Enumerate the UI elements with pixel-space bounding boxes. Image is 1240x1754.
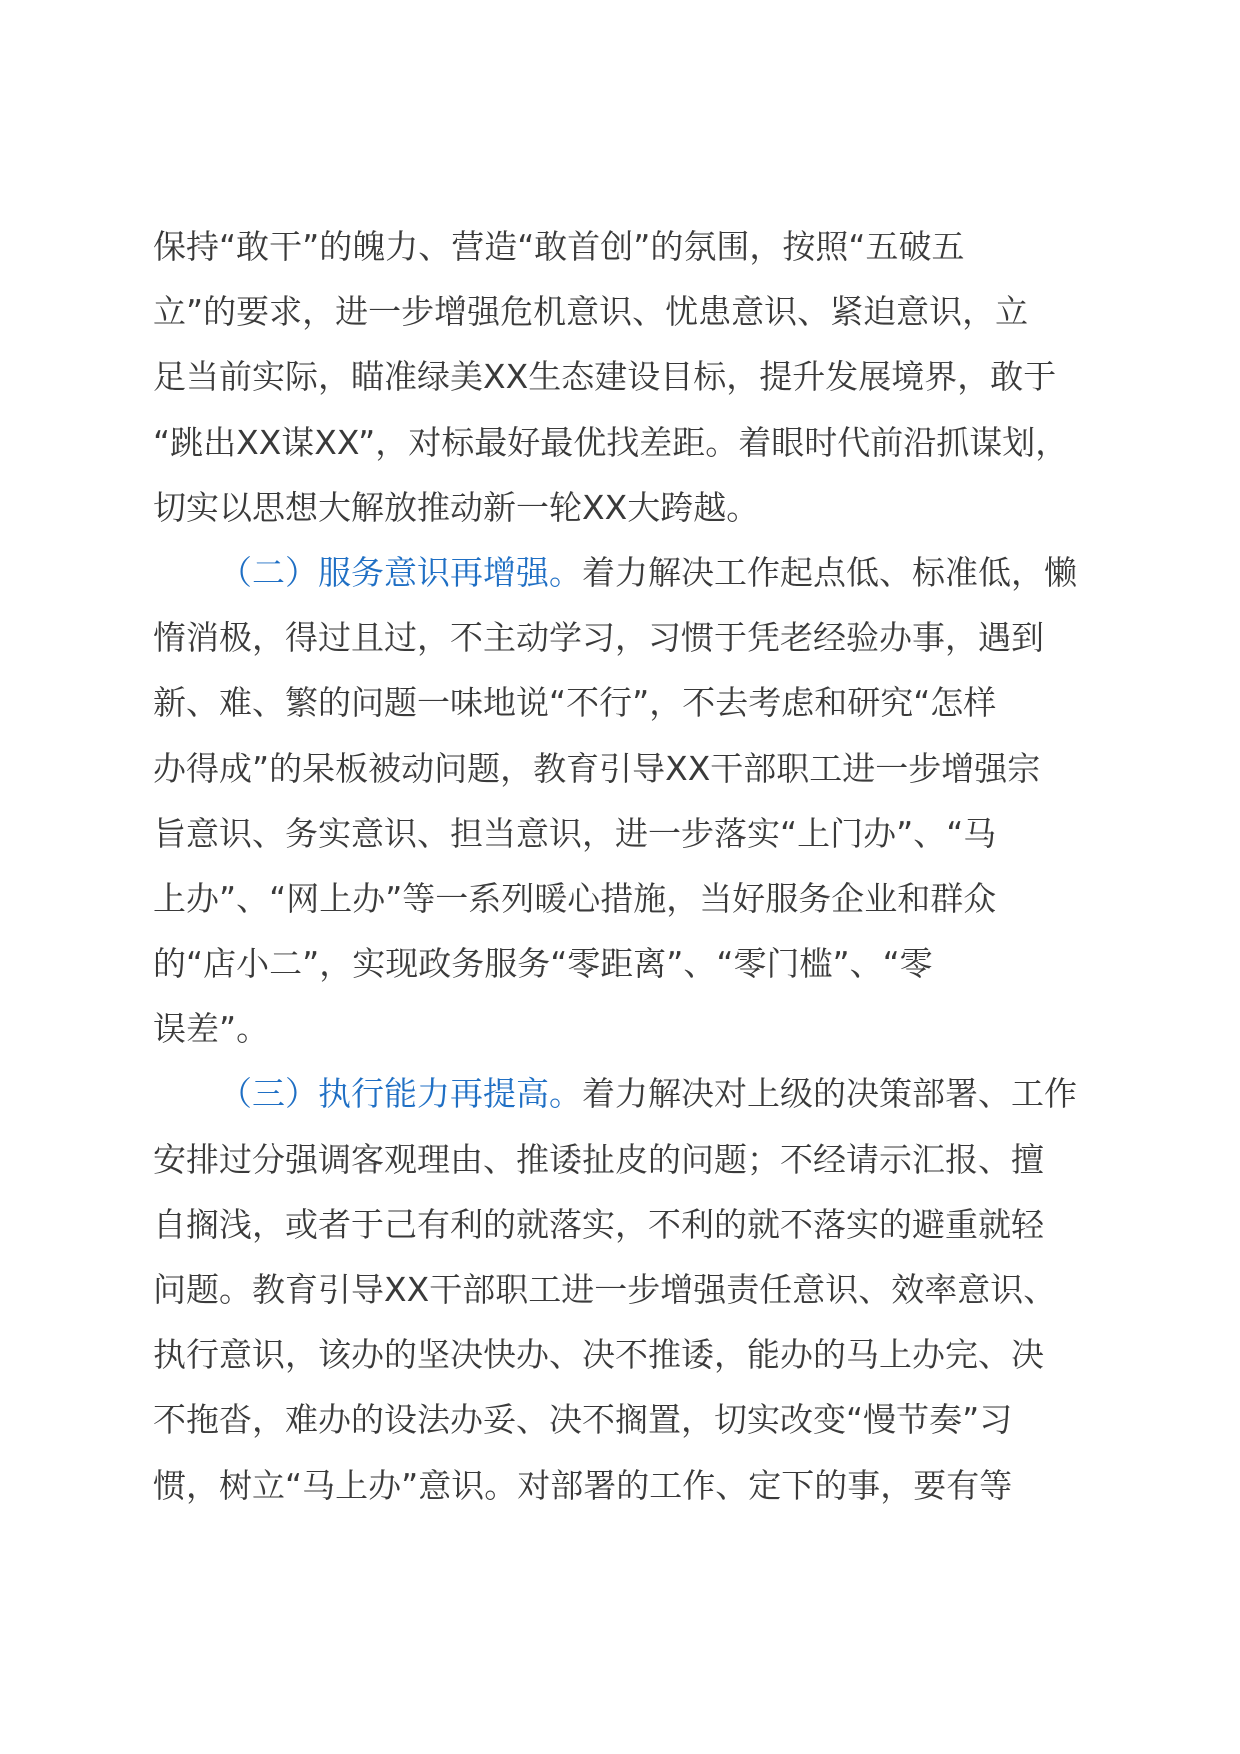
line-text: “跳出XX谋XX”，对标最好最优找差距。着眼时代前沿抓谋划， <box>153 422 1069 462</box>
text-line <box>153 605 1113 670</box>
text-line <box>153 736 1113 801</box>
line-text: 新、难、繁的问题一味地说“不行”，不去考虑和研究“怎样 <box>153 683 997 723</box>
section-heading-execution-ability: （三）执行能力再提高。 <box>219 1074 582 1114</box>
line-text: 立”的要求，进一步增强危机意识、忧患意识、紧迫意识，立 <box>153 292 1029 332</box>
paragraph-heading-line <box>153 1061 1113 1126</box>
text-line <box>153 866 1113 931</box>
section-heading-service-awareness: （二）服务意识再增强。 <box>219 552 582 592</box>
line-text: 上办”、“网上办”等一系列暖心措施，当好服务企业和群众 <box>153 878 997 918</box>
line-text: 自搁浅，或者于己有利的就落实，不利的就不落实的避重就轻 <box>153 1204 1044 1244</box>
line-text: 安排过分强调客观理由、推诿扯皮的问题；不经请示汇报、擅 <box>153 1139 1044 1179</box>
line-text: 不拖沓，难办的设法办妥、决不搁置，切实改变“慢节奏”习 <box>153 1400 1013 1440</box>
text-line <box>153 1322 1113 1387</box>
text-line <box>153 1257 1113 1322</box>
text-line <box>153 670 1113 735</box>
line-text: 保持“敢干”的魄力、营造“敢首创”的氛围，按照“五破五 <box>153 227 965 266</box>
text-line <box>153 1192 1113 1257</box>
text-line <box>153 801 1113 866</box>
line-text: 的“店小二”，实现政务服务“零距离”、“零门槛”、“零 <box>153 944 933 984</box>
line-text: 执行意识，该办的坚决快办、决不推诿，能办的马上办完、决 <box>153 1335 1044 1375</box>
text-line <box>153 214 1113 279</box>
line-text: 问题。教育引导XX干部职工进一步增强责任意识、效率意识、 <box>153 1270 1057 1309</box>
text-line <box>153 1387 1113 1452</box>
text-line <box>153 279 1113 344</box>
text-line <box>153 1453 1113 1518</box>
text-line <box>153 1127 1113 1192</box>
line-text: 惯，树立“马上办”意识。对部署的工作、定下的事，要有等 <box>153 1465 1013 1505</box>
text-line <box>153 996 1113 1061</box>
line-text: 误差”。 <box>153 1009 270 1049</box>
paragraph-heading-line <box>153 540 1113 605</box>
line-text: 旨意识、务实意识、担当意识，进一步落实“上门办”、“马 <box>153 813 997 853</box>
document-body <box>153 214 1113 1518</box>
text-line <box>153 931 1113 996</box>
line-text: 办得成”的呆板被动问题，教育引导XX干部职工进一步增强宗 <box>153 748 1041 788</box>
line-text: 惰消极，得过且过，不主动学习，习惯于凭老经验办事，遇到 <box>153 618 1044 658</box>
text-line <box>153 410 1113 475</box>
line-text: 切实以思想大解放推动新一轮XX大跨越。 <box>153 487 760 527</box>
text-line <box>153 344 1113 409</box>
line-text: 着力解决工作起点低、标准低，懒 <box>582 552 1077 592</box>
line-text: 足当前实际，瞄准绿美XX生态建设目标，提升发展境界，敢于 <box>153 357 1057 397</box>
text-line <box>153 475 1113 540</box>
line-text: 着力解决对上级的决策部署、工作 <box>582 1074 1077 1114</box>
